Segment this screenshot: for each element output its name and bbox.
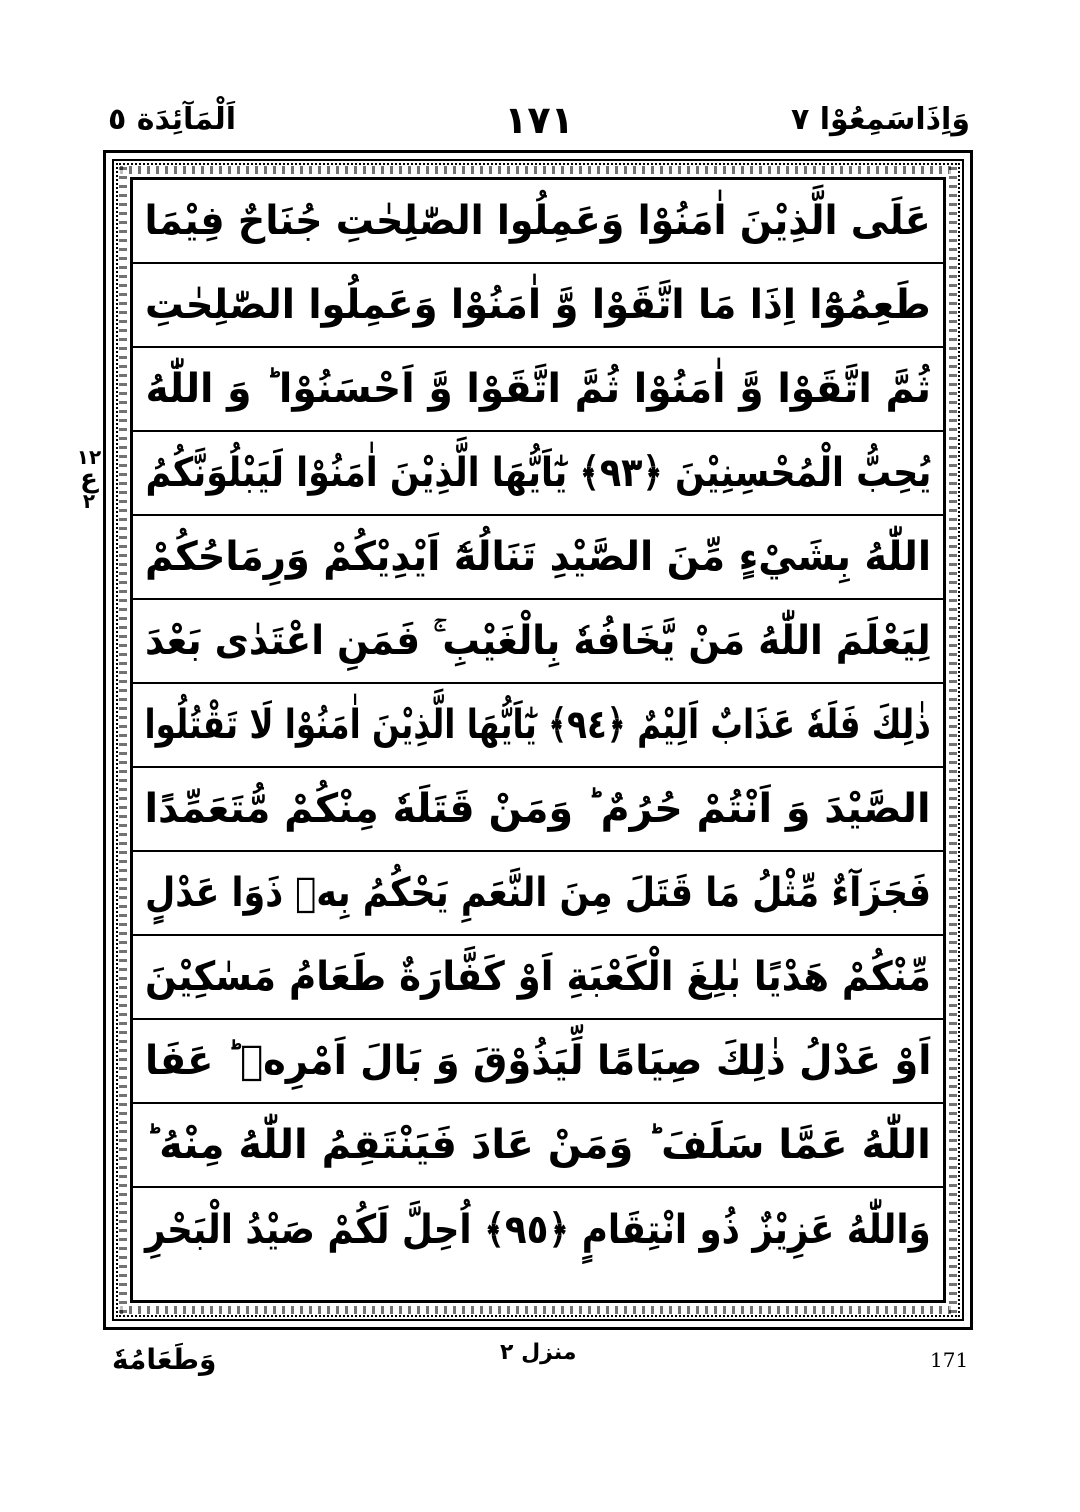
- text-line-10: مِّنْكُمْ هَدْيًا بٰلِغَ الْكَعْبَةِ اَوْ كَفَّارَةٌ طَعَامُ مَسٰكِيْنَ: [133, 936, 943, 1020]
- page-number-arabic: ١٧١: [504, 98, 574, 142]
- juz-name: وَاِذَاسَمِعُوْا ٧: [790, 102, 970, 137]
- ruku-number: ١٢: [76, 445, 102, 469]
- text-line-11: اَوْ عَدْلُ ذٰلِكَ صِيَامًا لِّيَذُوْقَ وَ بَالَ اَمْرِهٖ ؕ عَفَا: [133, 1020, 943, 1104]
- page-frame: [103, 150, 973, 1330]
- ruku-count: ٢: [82, 489, 96, 513]
- text-line-2: طَعِمُوْٓا اِذَا مَا اتَّقَوْا وَّ اٰمَنُوْا وَعَمِلُوا الصّٰلِحٰتِ: [133, 264, 943, 348]
- text-line-4: يُحِبُّ الْمُحْسِنِيْنَ ﴿٩٣﴾ يٰٓاَيُّهَا الَّذِيْنَ اٰمَنُوْا لَيَبْلُوَنَّكُمُ: [133, 432, 943, 516]
- text-line-1: عَلَى الَّذِيْنَ اٰمَنُوْا وَعَمِلُوا الصّٰلِحٰتِ جُنَاحٌ فِيْمَا: [133, 180, 943, 264]
- ornament-right: [949, 167, 957, 1313]
- catchword: وَطَعَامُهٗ: [112, 1343, 217, 1376]
- verse-text-area: [130, 177, 946, 1303]
- ornament-top: [120, 166, 956, 174]
- manzil-label: منزل ٢: [500, 1340, 577, 1365]
- text-line-12: اللّٰهُ عَمَّا سَلَفَ ؕ وَمَنْ عَادَ فَيَنْتَقِمُ اللّٰهُ مِنْهُ ؕ: [133, 1104, 943, 1188]
- text-line-7: ذٰلِكَ فَلَهٗ عَذَابٌ اَلِيْمٌ ﴿٩٤﴾ يٰٓاَيُّهَا الَّذِيْنَ اٰمَنُوْا لَا تَقْتُلُوا: [133, 684, 943, 768]
- text-line-6: لِيَعْلَمَ اللّٰهُ مَنْ يَّخَافُهٗ بِالْغَيْبِ ۚ فَمَنِ اعْتَدٰى بَعْدَ: [133, 600, 943, 684]
- text-line-5: اللّٰهُ بِشَيْءٍ مِّنَ الصَّيْدِ تَنَالُهٗٓ اَيْدِيْكُمْ وَرِمَاحُكُمْ: [133, 516, 943, 600]
- ornament-bottom: [120, 1306, 956, 1314]
- text-line-3: ثُمَّ اتَّقَوْا وَّ اٰمَنُوْا ثُمَّ اتَّقَوْا وَّ اَحْسَنُوْا ؕ وَ اللّٰهُ: [133, 348, 943, 432]
- ruku-symbol: ع: [80, 464, 98, 494]
- text-line-13: وَاللّٰهُ عَزِيْزٌ ذُو انْتِقَامٍ ﴿٩٥﴾ اُحِلَّ لَكُمْ صَيْدُ الْبَحْرِ: [145, 1207, 931, 1253]
- ornament-left: [119, 167, 127, 1313]
- text-line-9: فَجَزَآءٌ مِّثْلُ مَا قَتَلَ مِنَ النَّعَمِ يَحْكُمُ بِهٖ ذَوَا عَدْلٍ: [133, 852, 943, 936]
- surah-name: اَلْمَآئِدَة ٥: [108, 102, 236, 137]
- ruku-marker: [76, 446, 102, 512]
- text-line-8: الصَّيْدَ وَ اَنْتُمْ حُرُمٌ ؕ وَمَنْ قَتَلَهٗ مِنْكُمْ مُّتَعَمِّدًا: [133, 768, 943, 852]
- page-header: [108, 98, 970, 150]
- page-number: 171: [930, 1348, 969, 1372]
